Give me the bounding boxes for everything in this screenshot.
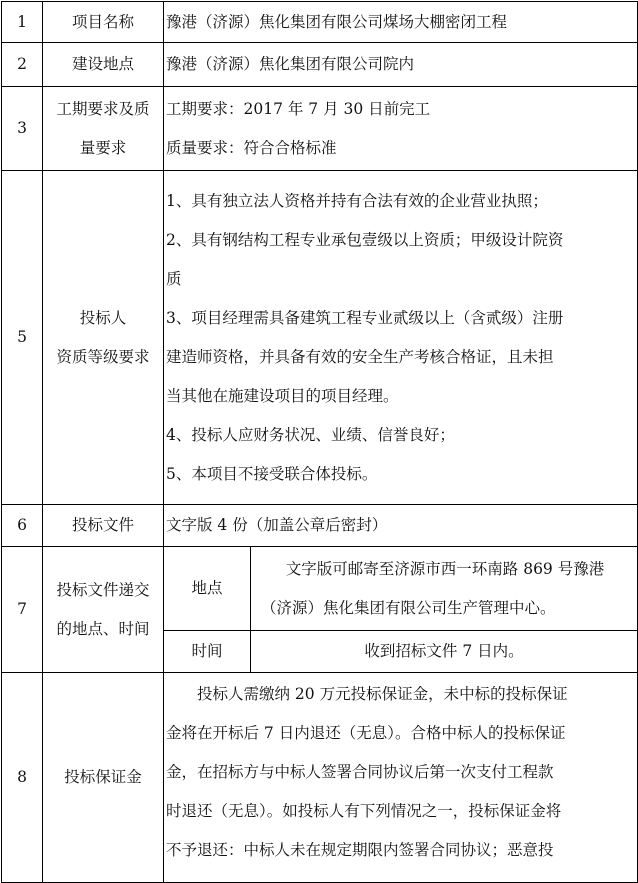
value-line: 5、本项目不接受联合体投标。 — [166, 464, 378, 483]
row-label: 项目名称 — [43, 2, 164, 43]
value-line: 文字版可邮寄至济源市西一环南路 869 号豫港 — [285, 559, 605, 578]
row-value — [164, 673, 638, 883]
label-line: 量要求 — [79, 138, 127, 157]
sub-label-location: 地点 — [164, 547, 251, 631]
row-label: 投标文件 — [43, 505, 164, 547]
row-label — [43, 547, 164, 673]
value-line: 当其他在施建设项目的项目经理。 — [166, 386, 399, 405]
row-number: 2 — [2, 43, 43, 87]
row-number: 1 — [2, 2, 43, 43]
row-value — [164, 171, 638, 505]
value-line: 建造师资格，并具备有效的安全生产考核合格证，且未担 — [166, 347, 554, 366]
row-value: 豫港（济源）焦化集团有限公司煤场大棚密闭工程 — [164, 2, 638, 43]
tender-info-table-container — [1, 1, 637, 883]
sub-label-time: 时间 — [164, 631, 251, 673]
sub-value-time: 收到招标文件 7 日内。 — [251, 631, 638, 673]
label-line: 的地点、时间 — [56, 619, 150, 638]
row-number: 8 — [2, 673, 43, 883]
table-row — [2, 673, 638, 883]
label-line: 投标人 — [79, 308, 127, 327]
row-value: 豫港（济源）焦化集团有限公司院内 — [164, 43, 638, 87]
value-line: 金将在开标后 7 日内退还（无息）。合格中标人的投标保证 — [166, 724, 566, 742]
row-value — [164, 87, 638, 171]
value-line: 3、项目经理需具备建筑工程专业贰级以上（含贰级）注册 — [166, 308, 564, 327]
table-row — [2, 2, 638, 43]
row-label: 建设地点 — [43, 43, 164, 87]
row-number: 5 — [2, 171, 43, 505]
row-number: 3 — [2, 87, 43, 171]
label-line: 工期要求及质 — [56, 99, 150, 118]
row-value: 文字版 4 份（加盖公章后密封） — [164, 505, 638, 547]
value-line: 时退还（无息）。如投标人有下列情况之一，投标保证金将 — [166, 802, 562, 820]
row-number: 6 — [2, 505, 43, 547]
table-row — [2, 87, 638, 171]
value-line: 2、具有钢结构工程专业承包壹级以上资质；甲级设计院资 — [166, 230, 564, 249]
row-label: 投标保证金 — [43, 673, 164, 883]
value-line: 投标人需缴纳 20 万元投标保证金，未中标的投标保证 — [197, 685, 568, 703]
value-line: 质 — [166, 269, 182, 288]
row-label — [43, 87, 164, 171]
value-line: 1、具有独立法人资格并持有合法有效的企业营业执照； — [166, 191, 548, 210]
sub-value-location — [251, 547, 638, 631]
label-line: 投标文件递交 — [56, 580, 150, 599]
table-row — [2, 505, 638, 547]
value-line: 金，在招标方与中标人签署合同协议后第一次支付工程款 — [166, 763, 554, 781]
table-row — [2, 547, 638, 631]
table-row — [2, 171, 638, 505]
value-line: 不予退还：中标人未在规定期限内签署合同协议；恶意投 — [166, 841, 554, 859]
table-row — [2, 43, 638, 87]
row-number: 7 — [2, 547, 43, 673]
value-line: 质量要求：符合合格标准 — [166, 138, 337, 157]
value-line: （济源）焦化集团有限公司生产管理中心。 — [261, 598, 556, 617]
tender-info-table — [1, 1, 638, 883]
value-line: 工期要求：2017 年 7 月 30 日前完工 — [166, 99, 431, 118]
row-label — [43, 171, 164, 505]
label-line: 资质等级要求 — [56, 347, 150, 366]
value-line: 4、投标人应财务状况、业绩、信誉良好； — [166, 425, 455, 444]
